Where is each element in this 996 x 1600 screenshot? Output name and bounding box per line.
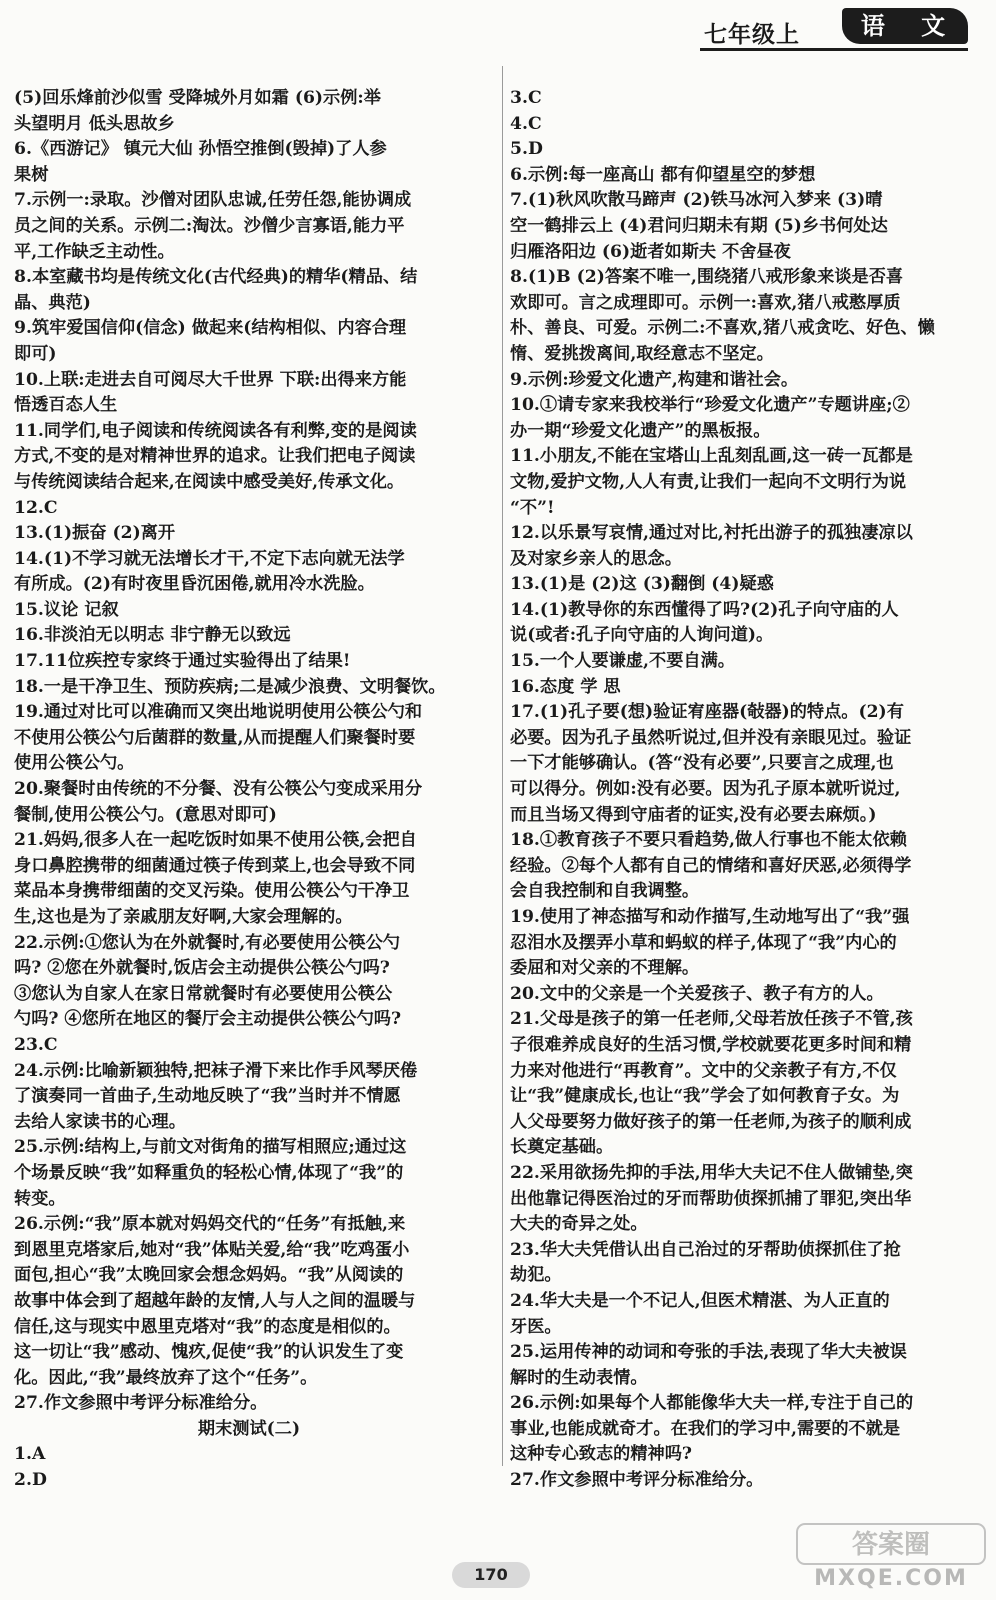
answer-line: ③您认为自家人在家日常就餐时有必要使用公筷公 bbox=[14, 983, 393, 1004]
answer-line: 信任,这与现实中恩里克塔对“我”的态度是相似的。 bbox=[14, 1316, 401, 1337]
answer-line: 4.C bbox=[510, 113, 542, 134]
answer-line: 不使用公筷公勺后菌群的数量,从而提醒人们聚餐时要 bbox=[14, 727, 416, 748]
answer-line: 7.(1)秋风吹散马蹄声 (2)铁马冰河入梦来 (3)晴 bbox=[510, 190, 883, 211]
answer-line: 这种专心致志的精神吗? bbox=[510, 1444, 692, 1465]
answer-line: 说(或者:孔子向守庙的人询问道)。 bbox=[510, 625, 774, 646]
header-rule bbox=[700, 48, 968, 51]
answer-line: 经验。②每个人都有自己的情绪和喜好厌恶,必须得学 bbox=[510, 855, 912, 876]
answer-line: 转变。 bbox=[14, 1188, 66, 1209]
answer-line: 2.D bbox=[14, 1470, 47, 1491]
answer-line: 13.(1)振奋 (2)离开 bbox=[14, 523, 176, 544]
answer-line: 晶、典范) bbox=[14, 292, 91, 313]
answer-line: (5)回乐烽前沙似雪 受降城外月如霜 (6)示例:举 bbox=[14, 88, 381, 108]
answer-line: 大夫的奇异之处。 bbox=[510, 1214, 648, 1235]
answer-line: 13.(1)是 (2)这 (3)翻倒 (4)疑惑 bbox=[510, 574, 774, 595]
answer-line: 事业,也能成就奇才。在我们的学习中,需要的不就是 bbox=[510, 1418, 901, 1439]
answer-line: 一下才能够确认。(答“没有必要”,只要言之成理,也 bbox=[510, 753, 894, 774]
answer-line: 忍泪水及摆弄小草和蚂蚁的样子,体现了“我”内心的 bbox=[510, 932, 897, 953]
watermark-logo-text: 答案圈 bbox=[851, 1530, 931, 1560]
answer-line: 24.华大夫是一个不记人,但医术精湛、为人正直的 bbox=[510, 1290, 890, 1311]
answer-line: 吗? ②您在外就餐时,饭店会主动提供公筷公勺吗? bbox=[14, 958, 390, 979]
answer-line: 勺吗? ④您所在地区的餐厅会主动提供公筷公勺吗? bbox=[14, 1009, 402, 1030]
watermark-text: MXQE.COM bbox=[814, 1566, 968, 1591]
answer-line: 27.作文参照中考评分标准给分。 bbox=[510, 1470, 764, 1491]
page-header bbox=[0, 0, 996, 60]
answer-line: 去给人家读书的心理。 bbox=[14, 1111, 186, 1132]
answer-line: 办一期“珍爱文化遗产”的黑板报。 bbox=[510, 420, 771, 441]
answer-line: “不”! bbox=[510, 497, 555, 518]
answer-line: 16.非淡泊无以明志 非宁静无以致远 bbox=[14, 625, 291, 646]
answer-line: 6.示例:每一座高山 都有仰望星空的梦想 bbox=[510, 164, 816, 185]
answer-line: 悟透百态人生 bbox=[14, 395, 118, 416]
answer-line: 到恩里克塔家后,她对“我”体贴关爱,给“我”吃鸡蛋小 bbox=[14, 1239, 410, 1260]
answer-line: 24.示例:比喻新颖独特,把袜子滑下来比作手风琴厌倦 bbox=[14, 1060, 418, 1081]
answer-line: 15.一个人要谦虚,不要自满。 bbox=[510, 651, 735, 672]
answer-line: 10.①请专家来我校举行“珍爱文化遗产”专题讲座;② bbox=[510, 395, 910, 416]
answer-line: 让“我”健康成长,也让“我”学会了如何教育子女。为 bbox=[510, 1086, 900, 1107]
answer-line: 与传统阅读结合起来,在阅读中感受美好,传承文化。 bbox=[14, 471, 405, 492]
answer-line: 12.C bbox=[14, 497, 58, 518]
answer-line: 14.(1)教导你的东西懂得了吗?(2)孔子向守庙的人 bbox=[510, 599, 899, 620]
answer-line: 菜品本身携带细菌的交叉污染。使用公筷公勺干净卫 bbox=[14, 881, 410, 902]
answer-line: 空一鹤排云上 (4)君问归期未有期 (5)乡书何处达 bbox=[510, 215, 888, 236]
answer-line: 26.示例:“我”原本就对妈妈交代的“任务”有抵触,来 bbox=[14, 1214, 406, 1235]
answer-line: 18.一是干净卫生、预防疾病;二是减少浪费、文明餐饮。 bbox=[14, 676, 446, 697]
answer-line: 3.C bbox=[510, 88, 542, 108]
answer-line: 劫犯。 bbox=[510, 1265, 562, 1286]
answer-line: 25.运用传神的动词和夸张的手法,表现了华大夫被误 bbox=[510, 1342, 907, 1363]
answer-line: 生,这也是为了亲戚朋友好啊,大家会理解的。 bbox=[14, 907, 353, 927]
answer-line: 21.父母是孩子的第一任老师,父母若放任孩子不管,孩 bbox=[510, 1009, 913, 1030]
answer-line: 人父母要努力做好孩子的第一任老师,为孩子的顺利成 bbox=[510, 1111, 912, 1132]
answer-line: 10.上联:走进去自可阅尽大千世界 下联:出得来方能 bbox=[14, 369, 407, 390]
column-divider bbox=[502, 66, 503, 1466]
answer-line: 22.示例:①您认为在外就餐时,有必要使用公筷公勺 bbox=[14, 932, 400, 953]
answer-line: 朴、善良、可爱。示例二:不喜欢,猪八戒贪吃、好色、懒 bbox=[510, 318, 935, 339]
answer-line: 22.采用欲扬先抑的手法,用华大夫记不住人做铺垫,突 bbox=[510, 1162, 913, 1183]
answer-line: 欢即可。言之成理即可。示例一:喜欢,猪八戒憨厚质 bbox=[510, 292, 901, 313]
watermark-logo bbox=[796, 1522, 986, 1566]
answer-line: 20.聚餐时由传统的不分餐、没有公筷公勺变成采用分 bbox=[14, 779, 423, 800]
answer-line: 长奠定基础。 bbox=[510, 1137, 614, 1158]
answer-line: 餐制,使用公筷公勺。(意思对即可) bbox=[14, 804, 277, 825]
answer-line: 果树 bbox=[14, 164, 49, 185]
left-column bbox=[14, 86, 484, 1494]
section-title: 期末测试(二) bbox=[197, 1418, 301, 1439]
answer-line: 19.使用了神态描写和动作描写,生动地写出了“我”强 bbox=[510, 907, 910, 927]
answer-line: 使用公筷公勺。 bbox=[14, 753, 135, 774]
answer-line: 文物,爱护文物,人人有责,让我们一起向不文明行为说 bbox=[510, 471, 907, 492]
answer-line: 6.《西游记》 镇元大仙 孙悟空推倒(毁掉)了人参 bbox=[14, 139, 387, 160]
answer-line: 8.(1)B (2)答案不唯一,围绕猪八戒形象来谈是否喜 bbox=[510, 267, 904, 288]
answer-line: 12.以乐景写哀情,通过对比,衬托出游子的孤独凄凉以 bbox=[510, 523, 913, 544]
answer-line: 1.A bbox=[14, 1444, 46, 1465]
answer-line: 9.筑牢爱国信仰(信念) 做起来(结构相似、内容合理 bbox=[14, 318, 407, 339]
answer-line: 20.文中的父亲是一个关爱孩子、教子有方的人。 bbox=[510, 983, 884, 1004]
answer-line: 员之间的关系。示例二:淘汰。沙僧少言寡语,能力平 bbox=[14, 215, 405, 236]
watermark bbox=[796, 1522, 986, 1592]
answer-line: 出他靠记得医治过的牙而帮助侦探抓捕了罪犯,突出华 bbox=[510, 1188, 912, 1209]
answer-line: 17.(1)孔子要(想)验证宥座器(敧器)的特点。(2)有 bbox=[510, 702, 904, 723]
answer-line: 化。因此,“我”最终放弃了这个“任务”。 bbox=[14, 1367, 318, 1388]
answer-line: 19.通过对比可以准确而又突出地说明使用公筷公勺和 bbox=[14, 702, 423, 723]
answer-line: 15.议论 记叙 bbox=[14, 599, 119, 620]
answer-line: 委屈和对父亲的不理解。 bbox=[510, 958, 700, 979]
answer-line: 16.态度 学 思 bbox=[510, 676, 621, 697]
page-number: 170 bbox=[452, 1562, 530, 1588]
answer-line: 牙医。 bbox=[510, 1316, 562, 1337]
answer-line: 这一切让“我”感动、愧疚,促使“我”的认识发生了变 bbox=[14, 1342, 404, 1363]
answer-line: 18.①教育孩子不要只看趋势,做人行事也不能太依赖 bbox=[510, 830, 907, 851]
answer-line: 会自我控制和自我调整。 bbox=[510, 881, 700, 902]
answer-line: 面包,担心“我”太晚回家会想念妈妈。“我”从阅读的 bbox=[14, 1265, 404, 1286]
answer-line: 11.同学们,电子阅读和传统阅读各有利弊,变的是阅读 bbox=[14, 420, 417, 441]
answer-line: 5.D bbox=[510, 139, 543, 160]
answer-line: 惰、爱挑拨离间,取经意志不坚定。 bbox=[510, 343, 774, 364]
answer-line: 力来对他进行“再教育”。文中的父亲教子有方,不仅 bbox=[510, 1060, 897, 1081]
answer-line: 故事中体会到了超越年龄的友情,人与人之间的温暖与 bbox=[14, 1290, 416, 1311]
answer-line: 了演奏同一首曲子,生动地反映了“我”当时并不情愿 bbox=[14, 1086, 401, 1107]
answer-line: 8.本室藏书均是传统文化(古代经典)的精华(精品、结 bbox=[14, 267, 418, 288]
answer-line: 14.(1)不学习就无法增长才干,不定下志向就无法学 bbox=[14, 548, 405, 569]
answer-line: 7.示例一:录取。沙僧对团队忠诚,任劳任怨,能协调成 bbox=[14, 190, 412, 211]
answer-line: 子很难养成良好的生活习惯,学校就要花更多时间和精 bbox=[510, 1034, 912, 1055]
answer-line: 23.华大夫凭借认出自己治过的牙帮助侦探抓住了抢 bbox=[510, 1239, 901, 1260]
answer-line: 11.小朋友,不能在宝塔山上乱刻乱画,这一砖一瓦都是 bbox=[510, 446, 913, 467]
answer-line: 方式,不变的是对精神世界的追求。让我们把电子阅读 bbox=[14, 446, 416, 467]
answer-line: 26.示例:如果每个人都能像华大夫一样,专注于自己的 bbox=[510, 1393, 914, 1414]
answer-line: 23.C bbox=[14, 1034, 58, 1055]
answer-line: 解时的生动表情。 bbox=[510, 1367, 648, 1388]
answer-line: 27.作文参照中考评分标准给分。 bbox=[14, 1393, 268, 1414]
answer-line: 9.示例:珍爱文化遗产,构建和谐社会。 bbox=[510, 369, 799, 390]
answer-line: 个场景反映“我”如释重负的轻松心情,体现了“我”的 bbox=[14, 1162, 404, 1183]
answer-line: 有所成。(2)有时夜里昏沉困倦,就用冷水洗脸。 bbox=[14, 574, 375, 595]
subject-tab: 语 文 bbox=[842, 8, 968, 44]
answer-line: 25.示例:结构上,与前文对街角的描写相照应;通过这 bbox=[14, 1137, 407, 1158]
right-column bbox=[510, 86, 962, 1494]
answer-line: 头望明月 低头思故乡 bbox=[14, 113, 175, 134]
answer-line: 可以得分。例如:没有必要。因为孔子原本就听说过, bbox=[510, 779, 901, 800]
answer-line: 平,工作缺乏主动性。 bbox=[14, 241, 175, 262]
answer-line: 17.11位疾控专家终于通过实验得出了结果! bbox=[14, 651, 351, 672]
answer-line: 必要。因为孔子虽然听说过,但并没有亲眼见过。验证 bbox=[510, 727, 912, 748]
answer-line: 而且当场又得到守庙者的证实,没有必要去麻烦。) bbox=[510, 804, 877, 825]
answer-line: 归雁洛阳边 (6)逝者如斯夫 不舍昼夜 bbox=[510, 241, 791, 262]
answer-line: 及对家乡亲人的思念。 bbox=[510, 548, 682, 569]
answer-line: 即可) bbox=[14, 343, 57, 364]
grade-label: 七年级上 bbox=[704, 21, 800, 48]
answer-line: 21.妈妈,很多人在一起吃饭时如果不使用公筷,会把自 bbox=[14, 830, 417, 851]
answer-line: 身口鼻腔携带的细菌通过筷子传到菜上,也会导致不同 bbox=[14, 855, 416, 876]
